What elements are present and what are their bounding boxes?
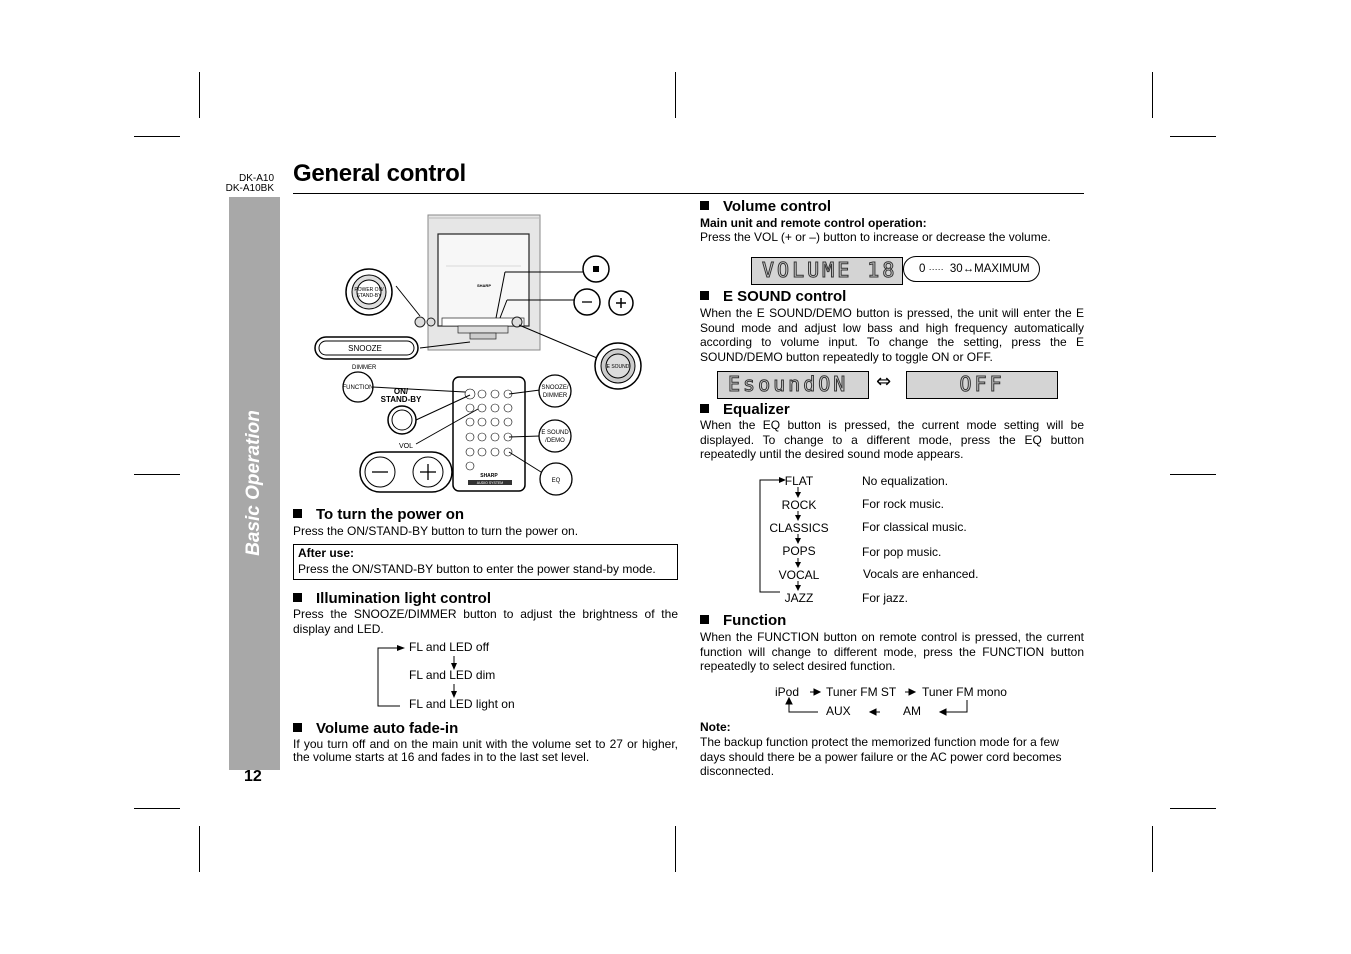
volume-lcd: VOLUME 18 xyxy=(751,257,903,285)
volume-text: Press the VOL (+ or –) button to increase or decrease the volume. xyxy=(700,230,1051,244)
on-standby-label-2: STAND-BY xyxy=(380,395,422,404)
eq-desc-pops: For pop music. xyxy=(862,545,942,559)
snooze-label: SNOOZE xyxy=(348,344,382,353)
volume-heading-text: Volume control xyxy=(723,198,832,215)
illumination-heading xyxy=(293,590,491,607)
snooze-dimmer-label-2: DIMMER xyxy=(542,393,568,399)
esound-on-lcd: EsoundON xyxy=(717,371,869,399)
volume-subheading: Main unit and remote control operation: xyxy=(700,216,927,230)
main-unit-display xyxy=(438,234,529,326)
crop-mark xyxy=(1170,808,1216,809)
page-number: 12 xyxy=(244,768,262,785)
crop-mark xyxy=(1170,136,1216,137)
function-heading xyxy=(700,612,786,629)
vol-label: VOL xyxy=(399,443,414,450)
esound-button-label: E SOUND xyxy=(606,364,630,370)
eq-desc-classics: For classical music. xyxy=(862,520,967,534)
eq-desc-rock: For rock music. xyxy=(862,497,945,511)
power-label-2: STAND-BY xyxy=(356,293,382,299)
after-use-box xyxy=(293,544,678,580)
crop-mark xyxy=(134,136,180,137)
esound-off-lcd: OFF xyxy=(906,371,1058,399)
fade-in-heading-text: Volume auto fade-in xyxy=(316,720,459,737)
illumination-step-1: FL and LED off xyxy=(409,640,490,654)
function-text: When the FUNCTION button on remote control is pressed, the current function will change to different mode, press the FUNCTION button repeatedly to select desired function. xyxy=(700,630,1084,674)
model-line-1: DK-A10 xyxy=(238,173,274,184)
fade-in-text: If you turn off and on the main unit with the volume set to 27 or higher, the volume starts at 16 and fades in to the last set level. xyxy=(293,737,678,764)
crop-mark xyxy=(1170,474,1216,475)
snooze-dimmer-callout xyxy=(539,375,571,407)
eq-mode-flat: FLAT xyxy=(784,474,814,488)
volume-range-dots: ····· xyxy=(928,264,944,274)
function-aux: AUX xyxy=(826,704,851,718)
esound-text: When the E SOUND/DEMO button is pressed, the unit will enter the E Sound mode and adjust low bass and high frequency automatically according to volume input. To change the setting, press the E SOUND/DEMO button repeatedly to toggle ON or OFF. xyxy=(700,306,1084,364)
after-use-label: After use: xyxy=(298,546,355,560)
remote-subtitle: AUDIO SYSTEM xyxy=(476,481,504,486)
equalizer-cycle-diagram xyxy=(755,474,815,604)
eq-desc-flat: No equalization. xyxy=(862,474,949,488)
note-text: The backup function protect the memorized function mode for a few days should there be a power failure or the AC power cord becomes disconnected. xyxy=(700,735,1062,779)
after-use-text: Press the ON/STAND-BY button to enter the power stand-by mode. xyxy=(298,562,656,576)
model-line-2: DK-A10BK xyxy=(225,183,274,194)
crop-mark xyxy=(134,808,180,809)
main-unit-brand: SHARP xyxy=(476,283,492,288)
toggle-arrow-icon: ⇔ xyxy=(876,371,892,392)
snooze-dimmer-label-1: SNOOZE/ xyxy=(541,385,569,391)
power-on-text: Press the ON/STAND-BY button to turn the power on. xyxy=(293,524,579,538)
eq-mode-vocal: VOCAL xyxy=(778,568,820,582)
power-on-heading xyxy=(293,506,464,523)
volume-range-label: MAXIMUM xyxy=(974,263,1030,275)
equalizer-heading xyxy=(700,401,790,418)
function-ipod: iPod xyxy=(775,685,800,699)
crop-mark xyxy=(134,474,180,475)
eq-label: EQ xyxy=(551,478,561,484)
illumination-text: Press the SNOOZE/DIMMER button to adjust the brightness of the display and LED. xyxy=(293,607,678,636)
dimmer-label: DIMMER xyxy=(352,365,377,371)
volume-range-min: 0 xyxy=(919,263,926,275)
crop-mark xyxy=(199,826,200,872)
title-rule xyxy=(293,193,1084,194)
crop-mark xyxy=(675,72,676,118)
crop-mark xyxy=(199,72,200,118)
esound-heading-text: E SOUND control xyxy=(723,288,847,305)
illumination-step-3: FL and LED light on xyxy=(409,697,515,711)
eq-mode-pops: POPS xyxy=(782,544,816,558)
power-on-heading-text: To turn the power on xyxy=(316,506,465,523)
power-label-1: POWER ON/ xyxy=(354,287,384,293)
esound-heading xyxy=(700,288,846,305)
on-standby-label-1: ON/ xyxy=(393,387,409,396)
function-am: AM xyxy=(903,704,921,718)
crop-mark xyxy=(1152,826,1153,872)
equalizer-heading-text: Equalizer xyxy=(723,401,790,418)
note-label: Note: xyxy=(700,720,731,734)
volume-range-max: 30 xyxy=(949,263,963,275)
section-label: Basic Operation xyxy=(243,410,264,556)
esound-demo-label-1: E SOUND xyxy=(541,430,569,436)
fade-in-heading xyxy=(293,720,458,737)
volume-range-pill xyxy=(903,256,1040,282)
esound-demo-callout xyxy=(539,420,571,452)
equalizer-text: When the EQ button is pressed, the current mode setting will be displayed. To change to a different mode, press the EQ button repeatedly until the desired sound mode appears. xyxy=(700,418,1084,462)
illumination-heading-text: Illumination light control xyxy=(316,590,491,607)
volume-lcd-connector xyxy=(903,269,904,270)
eq-mode-rock: ROCK xyxy=(781,498,817,512)
function-heading-text: Function xyxy=(723,612,787,629)
esound-demo-label-2: /DEMO xyxy=(545,438,565,444)
crop-mark xyxy=(675,826,676,872)
product-illustration xyxy=(290,205,660,505)
model-number xyxy=(222,174,274,194)
eq-desc-jazz: For jazz. xyxy=(862,591,909,605)
remote-brand: SHARP xyxy=(480,473,498,479)
function-tuner-fm-mono: Tuner FM mono xyxy=(922,685,1007,699)
eq-mode-jazz: JAZZ xyxy=(784,591,814,605)
volume-heading xyxy=(700,198,831,215)
illumination-step-2: FL and LED dim xyxy=(409,668,496,682)
crop-mark xyxy=(1152,72,1153,118)
page-title: General control xyxy=(293,160,466,187)
function-label: FUNCTION xyxy=(342,385,374,391)
eq-desc-vocal: Vocals are enhanced. xyxy=(863,567,979,581)
volume-range-arrow: ↔ xyxy=(962,263,975,275)
function-tuner-fm-st: Tuner FM ST xyxy=(826,685,897,699)
eq-mode-classics: CLASSICS xyxy=(769,521,829,535)
